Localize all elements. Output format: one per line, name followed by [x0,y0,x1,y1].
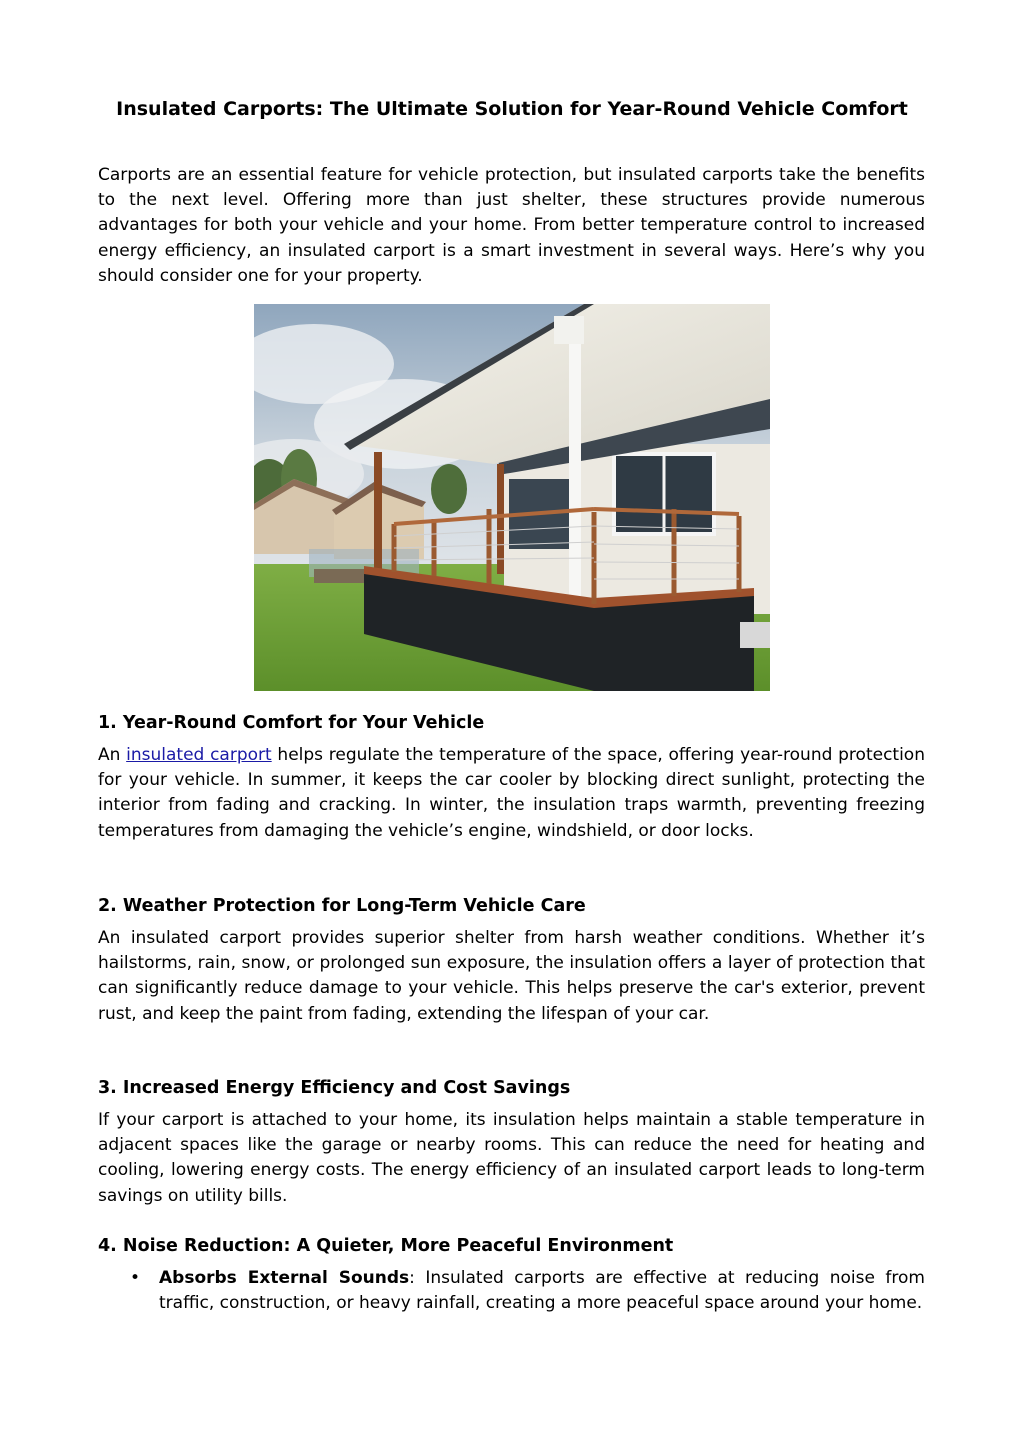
bullet-dot-icon: • [130,1268,141,1288]
carport-photo [254,304,770,691]
section-4-bullet-list [98,1266,925,1316]
section-1-text-after-link: helps regulate the temperature of the space, offering year-round protection for your vehicle. In summer, it keeps the car cooler by blocking direct sunlight, protecting the interior from fading and cracking. In winter, the insulation traps warmth, preventing freezing temperatures from damaging the vehicle’s engine, windshield, or door locks. [98,745,925,841]
section-2-heading: 2. Weather Protection for Long-Term Vehicle Care [98,896,586,916]
section-1-heading: 1. Year-Round Comfort for Your Vehicle [98,713,485,733]
section-3-heading: 3. Increased Energy Efficiency and Cost Savings [98,1078,571,1098]
section-1-paragraph [98,743,925,844]
section-3-paragraph: If your carport is attached to your home, its insulation helps maintain a stable temperature in adjacent spaces like the garage or nearby rooms. This can reduce the need for heating and cooling, lowering energy costs. The energy efficiency of an insulated carport leads to long-term savings on utility bills. [98,1110,925,1206]
section-4-heading: 4. Noise Reduction: A Quieter, More Peaceful Environment [98,1236,674,1256]
bullet-text: : Insulated carports are effective at reducing noise from traffic, construction, or heavy rainfall, creating a more peaceful space around your home. [159,1268,925,1314]
section-2-paragraph: An insulated carport provides superior shelter from harsh weather conditions. Whether it’s hailstorms, rain, snow, or prolonged sun exposure, the insulation offers a layer of protection that can significantly reduce damage to your vehicle. This helps preserve the car's exterior, prevent rust, and keep the paint from fading, extending the lifespan of your car. [98,928,925,1024]
section-1-text-before-link: An [98,745,127,765]
insulated-carport-link[interactable]: insulated carport [126,745,272,765]
list-item [98,1266,925,1316]
bullet-bold-label: Absorbs External Sounds [159,1268,410,1288]
document-title: Insulated Carports: The Ultimate Solution for Year-Round Vehicle Comfort [116,98,908,120]
intro-paragraph: Carports are an essential feature for vehicle protection, but insulated carports take the benefits to the next level. Offering more than just shelter, these structures provide numerous advantages for both your vehicle and your home. From better temperature control to increased energy efficiency, an insulated carport is a smart investment in several ways. Here’s why you should consider one for your property. [98,165,925,286]
